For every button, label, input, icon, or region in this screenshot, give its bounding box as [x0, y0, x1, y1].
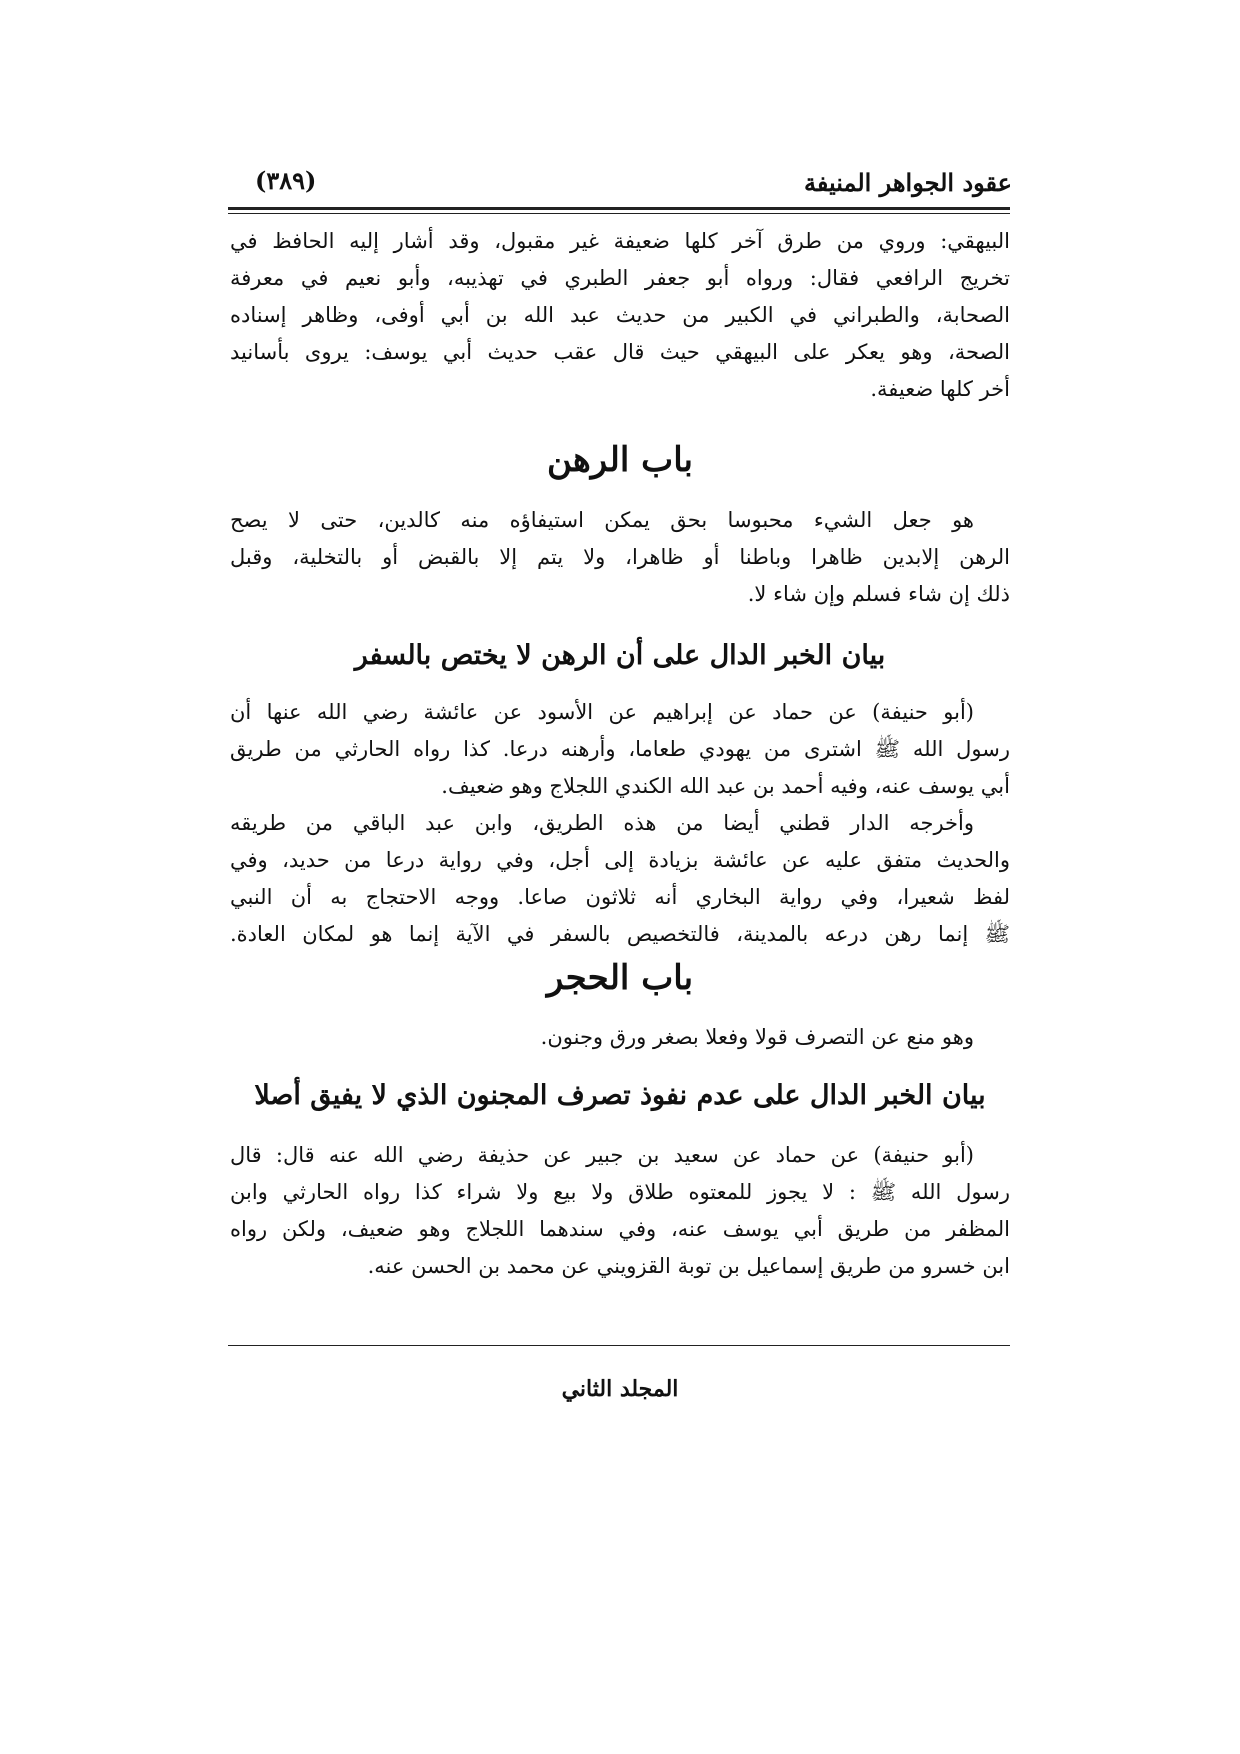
chapter-heading-hajr: باب الحجر: [546, 958, 694, 998]
text-line: لفظ شعيرا، وفي رواية البخاري أنه ثلاثون صاعا. ووجه الاحتجاج به أن النبي: [230, 885, 1010, 909]
text-line: وهو منع عن التصرف قولا وفعلا بصغر ورق وجنون.: [540, 1025, 974, 1049]
text-line: الرهن إلابدين ظاهرا وباطنا أو ظاهرا، ولا يتم إلا بالقبض أو بالتخلية، وقبل: [230, 545, 1010, 569]
volume-footer: المجلد الثاني: [561, 1376, 679, 1402]
text-line: البيهقي: وروي من طرق آخر كلها ضعيفة غير مقبول، وقد أشار إليه الحافظ في: [230, 229, 1010, 253]
section-heading: بيان الخبر الدال على أن الرهن لا يختص بالسفر: [354, 640, 886, 671]
text-line: هو جعل الشيء محبوسا بحق يمكن استيفاؤه منه كالدين، حتى لا يصح: [230, 508, 974, 532]
text-line: ابن خسرو من طريق إسماعيل بن توبة القزويني عن محمد بن الحسن عنه.: [367, 1254, 1010, 1278]
page-number: (٣٨٩): [255, 166, 317, 195]
running-header-title: عقود الجواهر المنيفة: [803, 168, 1012, 197]
header-rule-top: [228, 207, 1010, 210]
text-line: أبي يوسف عنه، وفيه أحمد بن عبد الله الكندي اللجلاج وهو ضعيف.: [441, 774, 1010, 798]
text-line: أخر كلها ضعيفة.: [870, 377, 1010, 401]
chapter-heading-rahn: باب الرهن: [546, 440, 694, 480]
text-line: ﷺ إنما رهن درعه بالمدينة، فالتخصيص بالسفر في الآية إنما هو لمكان العادة.: [230, 922, 1010, 946]
text-line: (أبو حنيفة) عن حماد عن سعيد بن جبير عن حذيفة رضي الله عنه قال: قال: [230, 1143, 974, 1167]
section-heading: بيان الخبر الدال على عدم نفوذ تصرف المجنون الذي لا يفيق أصلا: [254, 1080, 986, 1111]
text-line: المظفر من طريق أبي يوسف عنه، وفي سندهما اللجلاج وهو ضعيف، ولكن رواه: [230, 1217, 1010, 1241]
text-line: رسول الله ﷺ اشترى من يهودي طعاما، وأرهنه درعا. كذا رواه الحارثي من طريق: [230, 737, 1010, 761]
text-line: رسول الله ﷺ : لا يجوز للمعتوه طلاق ولا بيع ولا شراء كذا رواه الحارثي وابن: [230, 1180, 1010, 1204]
footer-rule: [228, 1345, 1010, 1346]
text-line: ذلك إن شاء فسلم وإن شاء لا.: [747, 582, 1010, 606]
header-rule-bottom: [228, 213, 1010, 214]
text-line: الصحابة، والطبراني في الكبير من حديث عبد الله بن أبي أوفى، وظاهر إسناده: [230, 303, 1010, 327]
text-line: الصحة، وهو يعكر على البيهقي حيث قال عقب حديث أبي يوسف: يروى بأسانيد: [230, 340, 1010, 364]
text-line: وأخرجه الدار قطني أيضا من هذه الطريق، وابن عبد الباقي من طريقه: [230, 811, 974, 835]
text-line: (أبو حنيفة) عن حماد عن إبراهيم عن الأسود عن عائشة رضي الله عنها أن: [230, 700, 974, 724]
text-line: تخريج الرافعي فقال: ورواه أبو جعفر الطبري في تهذيبه، وأبو نعيم في معرفة: [230, 266, 1010, 290]
text-line: والحديث متفق عليه عن عائشة بزيادة إلى أجل، وفي رواية درعا من حديد، وفي: [230, 848, 1010, 872]
